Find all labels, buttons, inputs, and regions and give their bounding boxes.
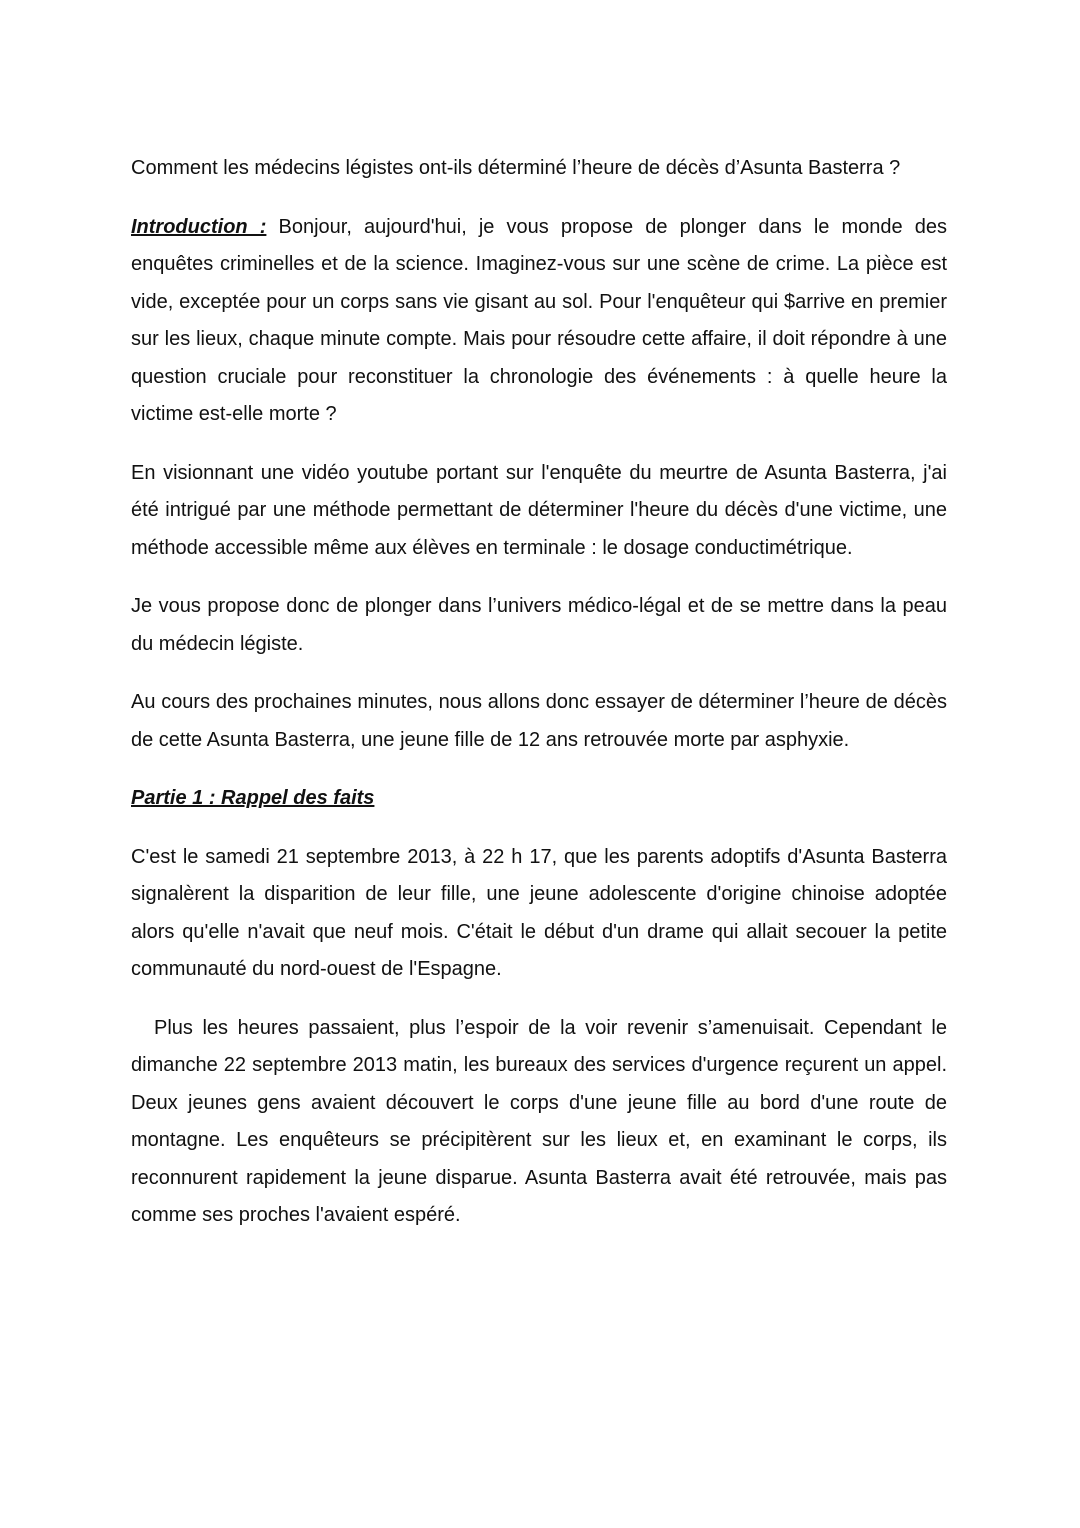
part1-heading-text: Partie 1 : Rappel des faits xyxy=(131,787,375,809)
paragraph: C'est le samedi 21 septembre 2013, à 22 h 17, que les parents adoptifs d'Asunta Basterra signalèrent la disparition de leur fille, une jeune adolescente d'origine chinoise adoptée alors qu'elle n'avait que neuf mois. C'était le début d'un drame qui allait secouer la petite communauté du nord-ouest de l'Espagne. xyxy=(131,845,947,980)
paragraph: Je vous propose donc de plonger dans l’univers médico-légal et de se mettre dans la peau du médecin légiste. xyxy=(131,595,947,655)
intro-text: Bonjour, aujourd'hui, je vous propose de plonger dans le monde des enquêtes criminelles et de la science. Imaginez-vous sur une scène de crime. La pièce est vide, exceptée pour un corps sans vie gisant au sol. Pour l'enquêteur qui $arrive en premier sur les lieux, chaque minute compte. Mais pour résoudre cette affaire, il doit répondre à une question cruciale pour reconstituer la chronologie des événements : à quelle heure la victime est-elle morte ? xyxy=(131,215,948,425)
paragraph: En visionnant une vidéo youtube portant sur l'enquête du meurtre de Asunta Basterra, j'ai été intrigué par une méthode permettant de déterminer l'heure du décès d'une victime, une méthode accessible même aux élèves en terminale : le dosage conductimétrique. xyxy=(131,461,947,559)
intro-paragraph xyxy=(131,209,947,434)
intro-heading: Introduction : xyxy=(131,215,267,238)
document-title: Comment les médecins légistes ont-ils déterminé l’heure de décès d’Asunta Basterra ? xyxy=(131,157,901,179)
paragraph: Plus les heures passaient, plus l’espoir de la voir revenir s’amenuisait. Cependant le dimanche 22 septembre 2013 matin, les bureaux des services d'urgence reçurent un appel. Deux jeunes gens avaient découvert le corps d'une jeune fille au bord d'une route de montagne. Les enquêteurs se précipitèrent sur les lieux et, en examinant le corps, ils reconnurent rapidement la jeune disparue. Asunta Basterra avait été retrouvée, mais pas comme ses proches l'avaient espéré. xyxy=(131,1016,947,1226)
document-page xyxy=(131,150,947,1256)
section-heading-part1 xyxy=(131,780,947,818)
paragraph: Au cours des prochaines minutes, nous allons donc essayer de déterminer l’heure de décès de cette Asunta Basterra, une jeune fille de 12 ans retrouvée morte par asphyxie. xyxy=(131,691,947,751)
